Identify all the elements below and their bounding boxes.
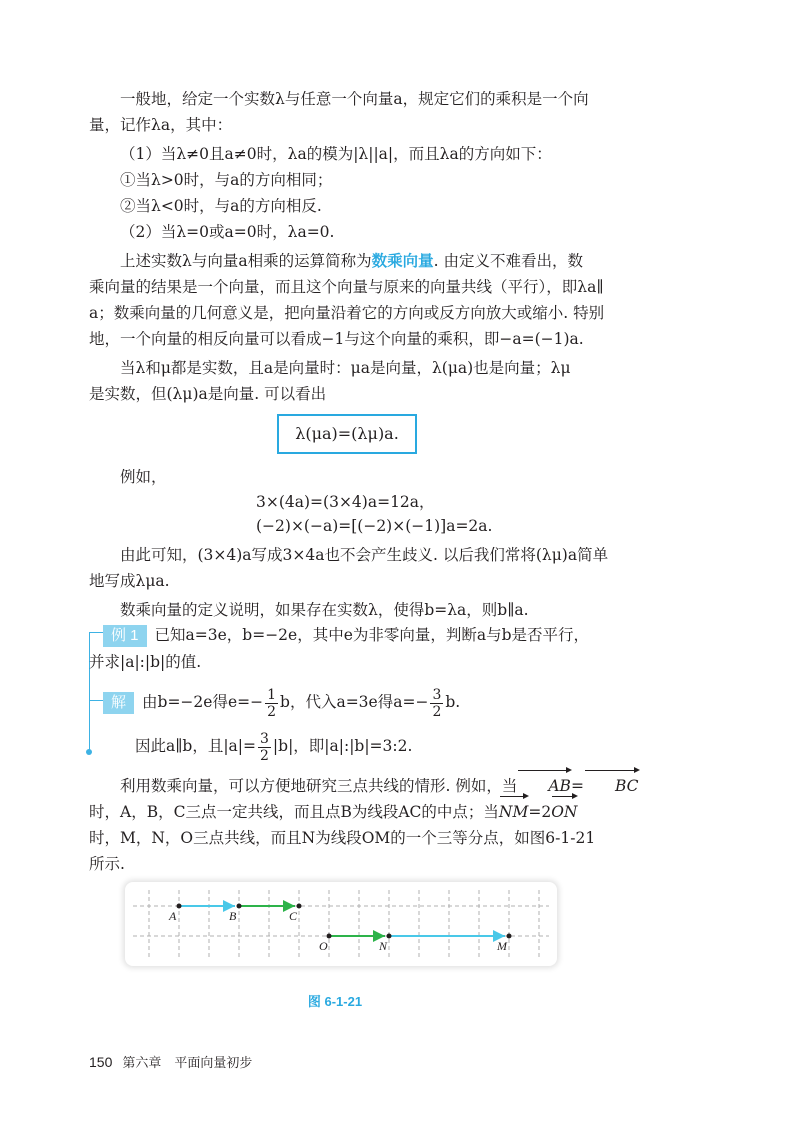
para3-line1: 当λ和μ都是实数，且a是向量时：μa是向量，λ(μa)也是向量；λμ [120,359,571,377]
frac1-num: 1 [267,686,277,703]
para2-suffix: . 由定义不难看出，数 [433,252,583,270]
label-C: C [289,909,298,923]
example1-text: 已知a=3e，b=−2e，其中e为非零向量，判断a与b是否平行， [154,626,590,644]
point-O [327,934,332,939]
para2-line4: 地，一个向量的相反向量可以看成−1与这个向量的乘积，即−a=(−1)a. [89,330,584,348]
page-footer [89,1052,252,1071]
rule-1: （1）当λ≠0且a≠0时，λa的模为|λ||a|，而且λa的方向如下： [120,145,552,163]
rule-1b: ②当λ<0时，与a的方向相反. [120,197,322,215]
solution-part1: 由b=−2e得e=− [142,693,264,711]
fraction-three-halves [430,687,443,720]
term-scalar-multiplication: 数乘向量 [371,251,434,270]
vector-BC: BC [584,773,639,799]
example-intro: 例如， [120,468,167,486]
boxed-formula: λ(μa)=(λμ)a. [277,414,417,454]
para2-prefix: 上述实数λ与向量a相乘的运算简称为 [120,252,372,270]
para6-line4: 所示. [89,855,125,873]
para6-line1 [89,773,711,799]
solution-tag-line [89,700,103,701]
label-A: A [169,909,177,923]
solution-line1 [103,686,725,720]
para6-line3: 时，M，N，O三点共线，而且N为线段OM的一个三等分点，如图6-1-21 [89,829,596,847]
rule-1a: ①当λ>0时，与a的方向相同； [120,171,333,189]
concl-part2: |b|，即|a|:|b|=3:2. [272,737,413,755]
para2-line1 [89,248,711,274]
example1-line1 [103,622,725,648]
vector-ON: ON [551,799,577,825]
figure-caption: 图 6-1-21 [307,994,363,1009]
solution-part2: b，代入a=3e得a=− [280,693,429,711]
page-number: 150 [89,1054,113,1070]
vector-AB: AB [517,773,571,799]
para2-line2: 乘向量的结果是一个向量，而且这个向量与原来的向量共线（平行），即λa∥ [89,278,604,296]
para6-line2-text: 时，A，B，C三点一定共线，而且点B为线段AC的中点；当 [89,803,499,821]
para5: 数乘向量的定义说明，如果存在实数λ，使得b=λa，则b∥a. [120,601,529,619]
frac2-num: 3 [432,686,442,703]
solution-tag: 解 [103,692,134,714]
chapter-title: 第六章 平面向量初步 [122,1056,253,1071]
label-B: B [229,909,237,923]
para6-eq2: =2 [528,803,552,821]
example-end-dot [86,749,92,755]
example1-tag: 例 1 [103,625,147,647]
point-M [507,934,512,939]
collinear-points-diagram [125,882,557,966]
fraction-one-half [265,687,278,720]
para2-line3: a；数乘向量的几何意义是，把向量沿着它的方向或反方向放大或缩小. 特别 [89,304,605,322]
solution-part3: b. [445,693,461,711]
concl-part1: 因此a∥b，且|a|= [135,737,256,755]
para6-line1-text: 利用数乘向量，可以方便地研究三点共线的情形. 例如，当 [120,777,518,795]
point-A [177,904,182,909]
para4-line2: 地写成λμa. [89,572,170,590]
example1-line2: 并求|a|:|b|的值. [89,653,202,671]
rule-2: （2）当λ=0或a=0时，λa=0. [120,223,335,241]
label-O: O [319,939,328,953]
fraction-three-halves-2 [258,731,271,764]
para3-line2: 是实数，但(λμ)a是向量. 可以看出 [89,385,327,403]
frac3-den: 2 [260,747,269,764]
example-tag-line [89,632,103,633]
vector-NM: NM [499,799,528,825]
para6-line2 [89,799,711,825]
label-M: M [497,939,507,953]
para1-line2: 量，记作λa，其中： [89,116,233,134]
point-C [297,904,302,909]
frac3-num: 3 [260,730,269,747]
solution-conclusion [135,730,757,764]
equation-1: 3×(4a)=(3×4)a=12a， [256,493,435,511]
label-N: N [379,939,388,953]
point-B [237,904,242,909]
frac2-den: 2 [432,703,442,720]
para6-eq: = [570,777,584,795]
para4-line1: 由此可知，(3×4)a写成3×4a也不会产生歧义. 以后我们常将(λμ)a简单 [120,546,609,564]
frac1-den: 2 [267,703,277,720]
point-N [387,934,392,939]
equation-2: (−2)×(−a)=[(−2)×(−1)]a=2a. [256,517,493,535]
para1-line1: 一般地，给定一个实数λ与任意一个向量a，规定它们的乘积是一个向 [120,90,589,108]
grid [133,890,549,958]
figure-6-1-21 [125,882,557,966]
